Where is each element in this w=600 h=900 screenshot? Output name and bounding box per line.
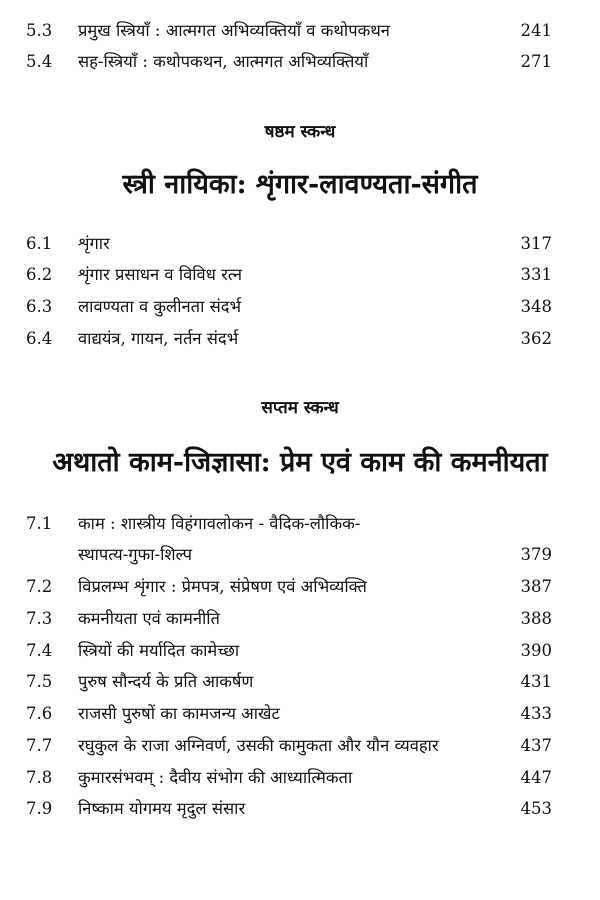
- entry-title: पुरुष सौन्दर्य के प्रति आकर्षण: [78, 672, 254, 691]
- toc-entry: [26, 795, 552, 823]
- toc-entry: [26, 573, 552, 601]
- entry-page: 390: [520, 641, 552, 660]
- entry-number: 5.4: [26, 52, 53, 71]
- entry-number: 5.3: [26, 21, 53, 40]
- entry-number: 7.7: [26, 736, 53, 755]
- toc-entry: [26, 700, 552, 728]
- entry-title: कमनीयता एवं कामनीति: [78, 609, 220, 628]
- section-label: षष्ठम स्कन्ध: [264, 122, 336, 142]
- section-title: अथातो काम-जिज्ञासा: प्रेम एवं काम की कमनीयता: [52, 447, 548, 478]
- entry-number: 7.5: [26, 672, 53, 691]
- toc-entry: [26, 764, 552, 792]
- entry-page: 362: [520, 329, 552, 348]
- toc-entry: [26, 48, 552, 76]
- entry-title: रघुकुल के राजा अग्निवर्ण, उसकी कामुकता और यौन व्यवहार: [78, 736, 439, 755]
- entry-title: काम : शास्त्रीय विहंगावलोकन - वैदिक-लौकिक-: [78, 514, 361, 533]
- entry-number: 7.9: [26, 799, 53, 818]
- toc-entry: [26, 325, 552, 353]
- entry-number: 6.1: [26, 234, 53, 253]
- toc-entry: [26, 230, 552, 258]
- entry-page: 331: [520, 265, 552, 284]
- entry-title: शृंगार प्रसाधन व विविध रत्न: [78, 265, 243, 284]
- entry-page: 387: [520, 577, 552, 596]
- entry-page: 433: [520, 704, 552, 723]
- entry-number: 7.3: [26, 609, 53, 628]
- entry-number: 7.8: [26, 768, 53, 787]
- entry-page: 379: [520, 545, 552, 564]
- toc-entry: [26, 17, 552, 45]
- toc-entry: [26, 510, 552, 538]
- entry-page: 388: [520, 609, 552, 628]
- entry-page: 348: [520, 297, 552, 316]
- entry-page: 271: [520, 52, 552, 71]
- section-label: सप्तम स्कन्ध: [261, 398, 339, 418]
- toc-entry: [26, 293, 552, 321]
- entry-number: 7.1: [26, 514, 53, 533]
- entry-title: लावण्यता व कुलीनता संदर्भ: [78, 297, 242, 316]
- entry-page: 447: [520, 768, 552, 787]
- toc-entry: [26, 605, 552, 633]
- entry-title: राजसी पुरुषों का कामजन्य आखेट: [78, 704, 280, 723]
- entry-title: वाद्ययंत्र, गायन, नर्तन संदर्भ: [78, 329, 239, 348]
- entry-number: 7.6: [26, 704, 53, 723]
- entry-page: 453: [520, 799, 552, 818]
- entry-title: प्रमुख स्त्रियाँ : आत्मगत अभिव्यक्तियाँ व कथोपकथन: [78, 21, 390, 40]
- toc-entry: [26, 732, 552, 760]
- entry-number: 7.2: [26, 577, 53, 596]
- toc-entry-continuation: [26, 541, 552, 569]
- entry-number: 6.2: [26, 265, 53, 284]
- toc-entry: [26, 668, 552, 696]
- toc-entry: [26, 261, 552, 289]
- entry-title: कुमारसंभवम् : दैवीय संभोग की आध्यात्मिकता: [78, 768, 353, 787]
- entry-number: 7.4: [26, 641, 53, 660]
- entry-title: स्त्रियों की मर्यादित कामेच्छा: [78, 641, 240, 660]
- entry-page: 431: [520, 672, 552, 691]
- entry-title: शृंगार: [78, 234, 110, 253]
- entry-number: 6.3: [26, 297, 53, 316]
- entry-page: 437: [520, 736, 552, 755]
- section-title: स्त्री नायिका: शृंगार-लावण्यता-संगीत: [122, 169, 478, 200]
- entry-page: 241: [520, 21, 552, 40]
- entry-number: 6.4: [26, 329, 53, 348]
- toc-entry: [26, 637, 552, 665]
- entry-title: निष्काम योगमय मृदुल संसार: [78, 799, 246, 818]
- entry-title-continued: स्थापत्य-गुफा-शिल्प: [78, 545, 193, 564]
- entry-title: विप्रलम्भ शृंगार : प्रेमपत्र, संप्रेषण एवं अभिव्यक्ति: [78, 577, 367, 596]
- entry-title: सह-स्त्रियाँ : कथोपकथन, आत्मगत अभिव्यक्तियाँ: [78, 52, 369, 71]
- entry-page: 317: [520, 234, 552, 253]
